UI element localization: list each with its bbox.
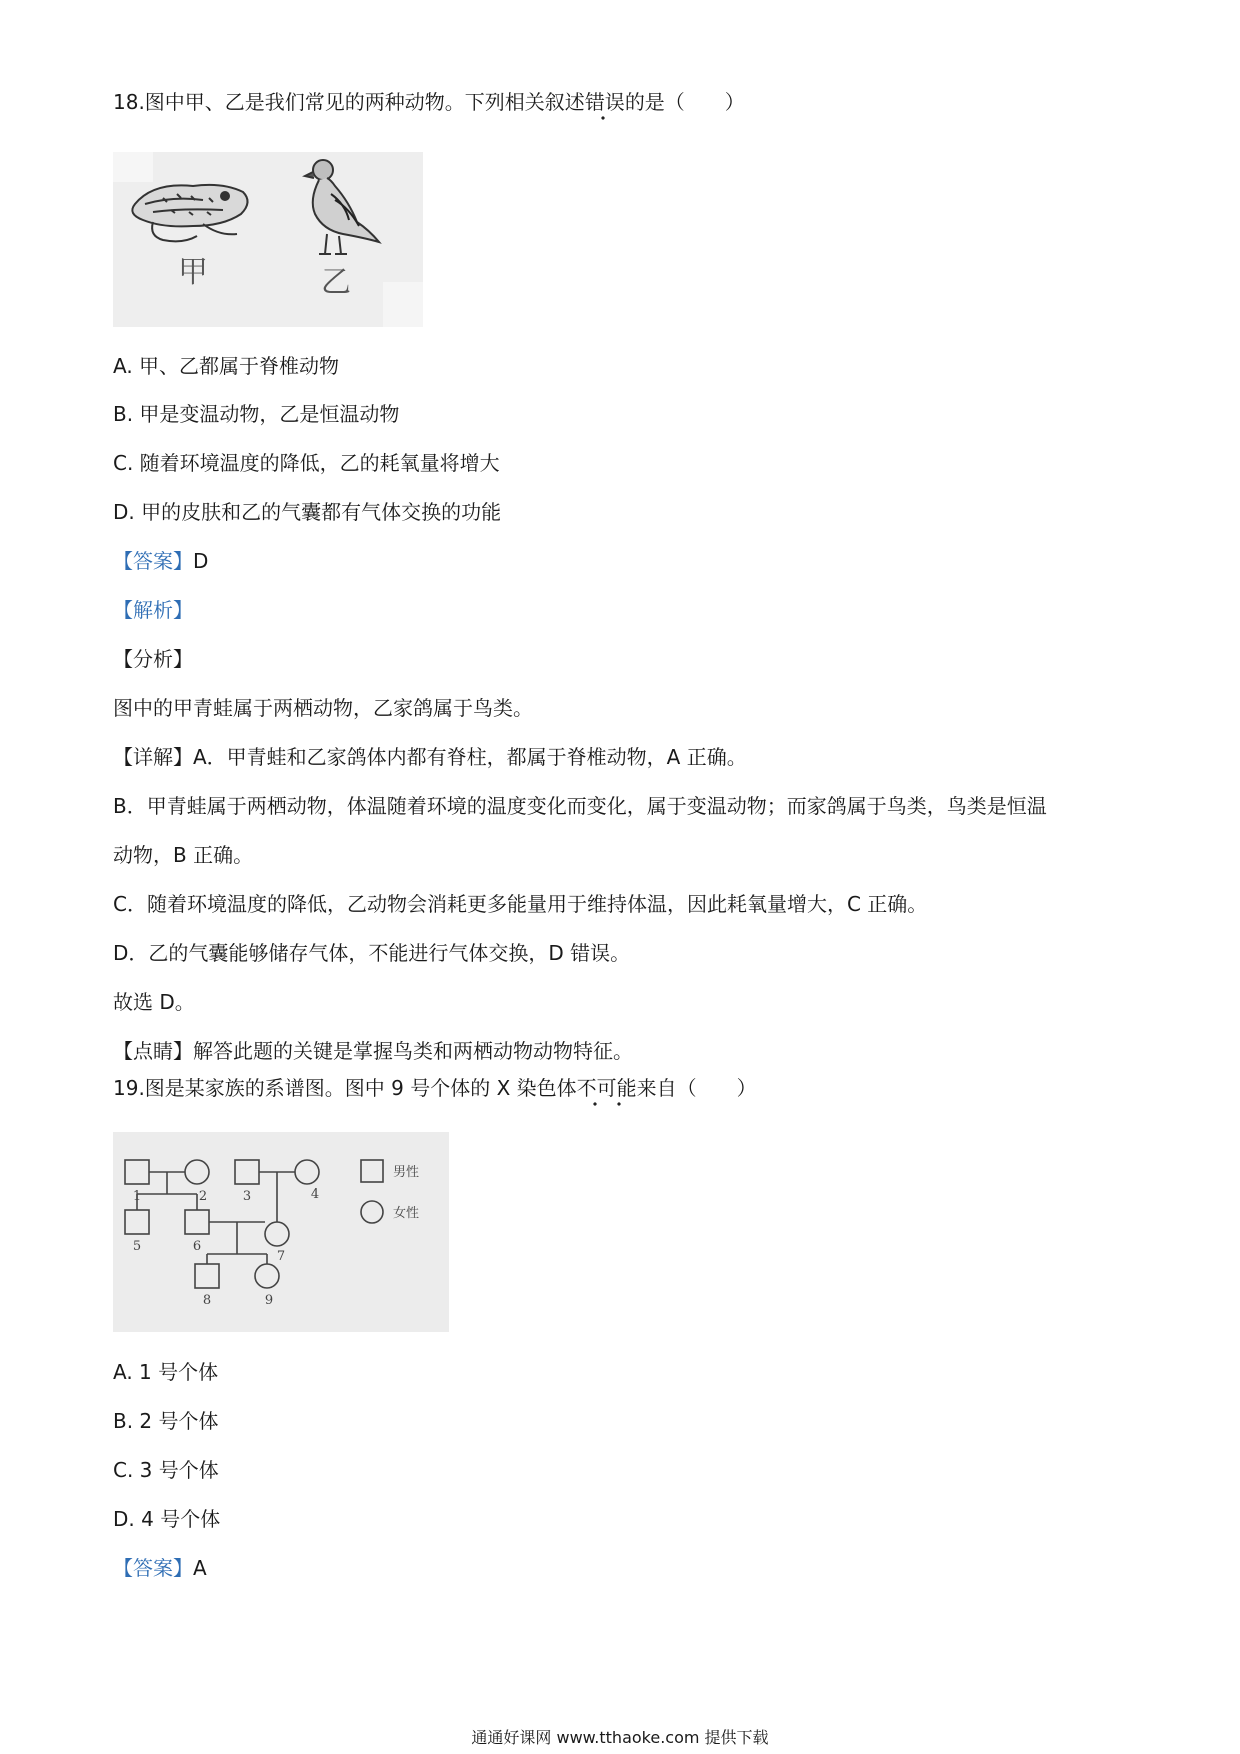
answer-value: D [193,549,209,573]
q18-detail-a: 【详解】A．甲青蛙和乙家鸽体内都有脊柱，都属于脊椎动物，A 正确。 [113,745,747,769]
legend-male-label: 男性 [393,1165,420,1180]
pedigree-number-1: 1 [132,1189,142,1204]
pedigree-number-6: 6 [192,1239,202,1254]
label-jia: 甲 [178,255,208,290]
answer-tag: 【答案】 [113,549,193,573]
pedigree-number-3: 3 [242,1189,252,1204]
pedigree-number-7: 7 [276,1249,286,1264]
q18-option-c: C. 随着环境温度的降低，乙的耗氧量将增大 [113,451,500,475]
q18-detail-b1: B．甲青蛙属于两栖动物，体温随着环境的温度变化而变化，属于变温动物；而家鸽属于鸟类，鸟类是恒温 [113,794,1047,818]
q19-option-d: D. 4 号个体 [113,1507,221,1531]
q18-conclusion: 故选 D。 [113,990,195,1014]
label-yi: 乙 [321,265,351,300]
q19-option-a: A. 1 号个体 [113,1360,219,1384]
detail-tag: 【详解】 [113,745,193,769]
q18-fenxi-text: 图中的甲青蛙属于两栖动物，乙家鸽属于鸟类。 [113,696,533,720]
animals-figure [113,152,423,327]
pedigree-number-2: 2 [198,1189,208,1204]
q18-answer [113,547,208,575]
q18-option-b: B. 甲是变温动物，乙是恒温动物 [113,402,400,426]
pedigree-number-5: 5 [132,1239,142,1254]
dianjing-tag: 【点睛】 [113,1039,193,1063]
answer-value: A [193,1556,207,1580]
emphasis-dots: 错误 [584,90,625,114]
page-footer: 通通好课网 www.tthaoke.com 提供下载 [471,1728,769,1747]
q18-jiexi-tag: 【解析】 [113,598,193,622]
q19-option-b: B. 2 号个体 [113,1409,219,1433]
q18-fenxi-tag: 【分析】 [113,647,193,671]
pedigree-number-9: 9 [264,1293,274,1308]
pedigree-number-4: 4 [310,1187,320,1202]
q18-detail-b2: 动物，B 正确。 [113,843,254,867]
legend-female-label: 女性 [393,1206,420,1221]
q18-dianjing: 【点睛】解答此题的关键是掌握鸟类和两栖动物动物特征。 [113,1039,633,1063]
pedigree-number-8: 8 [202,1293,212,1308]
q18-stem: 18.图中甲、乙是我们常见的两种动物。下列相关叙述错误的是（ ） [113,90,745,114]
q19-answer [113,1554,207,1582]
emphasis-dots: 不可能 [576,1076,637,1100]
answer-tag: 【答案】 [113,1556,193,1580]
q18-option-d: D. 甲的皮肤和乙的气囊都有气体交换的功能 [113,500,502,524]
q19-option-c: C. 3 号个体 [113,1458,219,1482]
q18-detail-d: D．乙的气囊能够储存气体，不能进行气体交换，D 错误。 [113,941,631,965]
q19-stem: 19.图是某家族的系谱图。图中 9 号个体的 X 染色体不可能来自（ ） [113,1076,757,1100]
q18-detail-c: C．随着环境温度的降低，乙动物会消耗更多能量用于维持体温，因此耗氧量增大，C 正确。 [113,892,928,916]
pedigree-chart [113,1132,449,1332]
q18-option-a: A. 甲、乙都属于脊椎动物 [113,354,340,378]
